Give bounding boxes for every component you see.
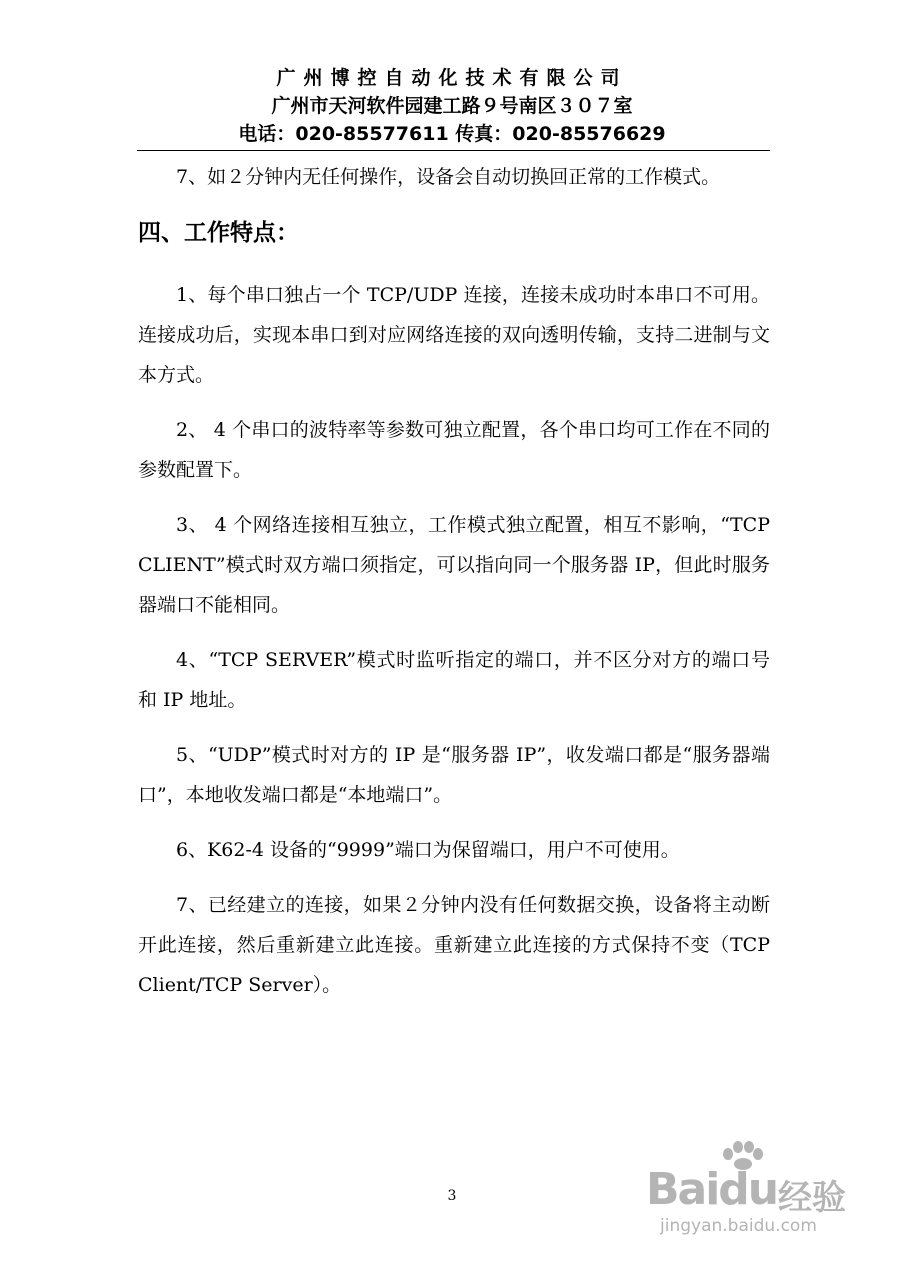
document-body — [138, 157, 770, 1020]
watermark-brand — [646, 1164, 866, 1218]
letterhead — [0, 64, 904, 148]
feature-item-2: 2、 4 个串口的波特率等参数可独立配置，各个串口均可工作在不同的参数配置下。 — [138, 419, 770, 481]
feature-item-1: 1、每个串口独占一个 TCP/UDP 连接，连接未成功时本串口不可用。连接成功后，实现本串口到对应网络连接的双向透明传输，支持二进制与文本方式。 — [138, 284, 770, 386]
feature-item-6: 6、K62-4 设备的“9999”端口为保留端口，用户不可使用。 — [176, 839, 680, 861]
intro-paragraph: 7、如２分钟内无任何操作，设备会自动切换回正常的工作模式。 — [176, 166, 721, 188]
company-contact: 电话：020-85577611 传真：020-85576629 — [238, 123, 666, 145]
watermark-brand-latin: Baidu — [646, 1164, 778, 1215]
section-heading: 四、工作特点： — [138, 220, 299, 246]
company-address: 广州市天河软件园建工路９号南区３０７室 — [271, 95, 633, 117]
feature-item-4: 4、“TCP SERVER”模式时监听指定的端口，并不区分对方的端口号和 IP 地址。 — [138, 649, 770, 711]
feature-item-7: 7、已经建立的连接，如果２分钟内没有任何数据交换，设备将主动断开此连接，然后重新建立此连接。重新建立此连接的方式保持不变（TCP Client/TCP Server）。 — [138, 894, 770, 996]
feature-item-5: 5、“UDP”模式时对方的 IP 是“服务器 IP”，收发端口都是“服务器端口”，本地收发端口都是“本地端口”。 — [138, 744, 770, 806]
baidu-jingyan-watermark — [646, 1140, 886, 1260]
watermark-url: jingyan.baidu.com — [660, 1216, 817, 1236]
header-divider — [137, 150, 770, 151]
company-name: 广州博控自动化技术有限公司 — [276, 67, 628, 89]
watermark-brand-cn: 经验 — [778, 1178, 846, 1218]
feature-item-3: 3、 4 个网络连接相互独立，工作模式独立配置，相互不影响，“TCP CLIENT”模式时双方端口须指定，可以指向同一个服务器 IP，但此时服务器端口不能相同。 — [138, 514, 770, 616]
page-number: 3 — [447, 1188, 457, 1204]
